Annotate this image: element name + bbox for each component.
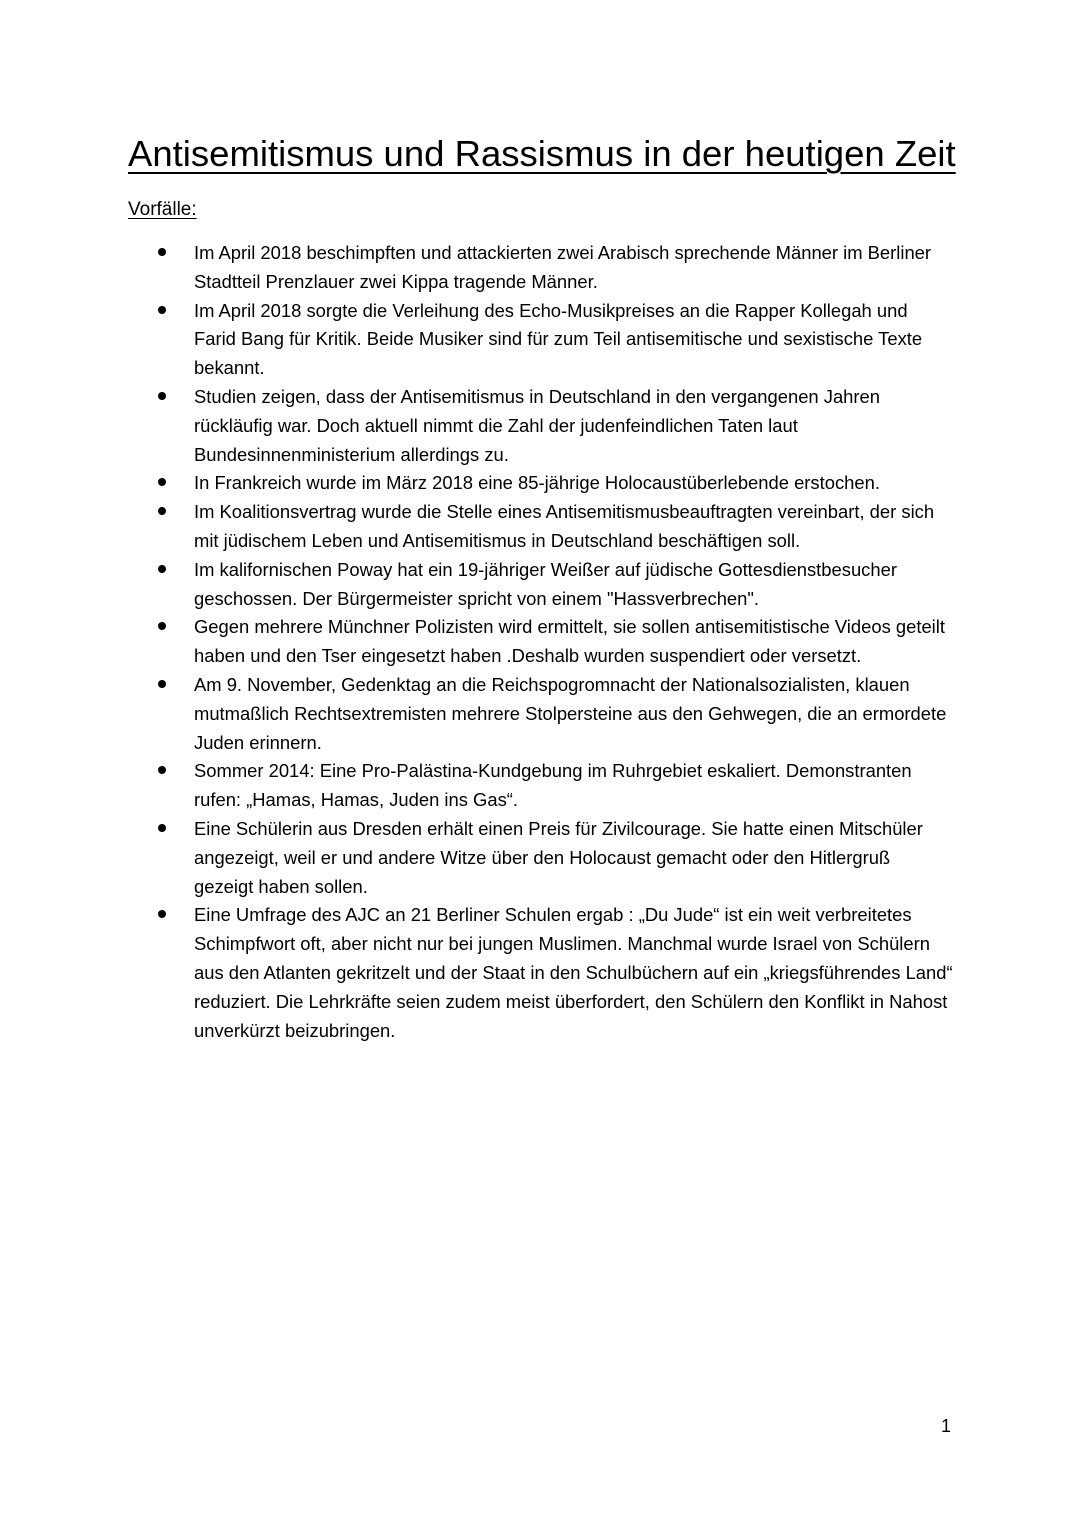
- bullet-icon: [158, 766, 166, 774]
- list-item: [0, 239, 954, 297]
- list-item: [0, 901, 954, 1045]
- bullet-icon: [158, 622, 166, 630]
- list-item-text: Eine Schülerin aus Dresden erhält einen Preis für Zivilcourage. Sie hatte einen Mitschüler angezeigt, weil er und andere Witze über den Holocaust gemacht oder den Hitlergruß gezeigt haben sollen.: [194, 817, 923, 897]
- page-number: 1: [940, 1416, 951, 1436]
- bullet-icon: [158, 248, 166, 256]
- list-item: [0, 671, 954, 757]
- bullet-icon: [158, 824, 166, 832]
- incident-list: [0, 239, 1080, 1045]
- list-item: [0, 383, 954, 469]
- bullet-icon: [158, 910, 166, 918]
- list-item: [0, 757, 954, 815]
- bullet-icon: [158, 478, 166, 486]
- list-item: [0, 613, 954, 671]
- list-item-text: In Frankreich wurde im März 2018 eine 85-jährige Holocaustüberlebende erstochen.: [194, 472, 880, 494]
- section-label: Vorfälle:: [128, 199, 197, 220]
- bullet-icon: [158, 680, 166, 688]
- list-item-text: Gegen mehrere Münchner Polizisten wird ermittelt, sie sollen antisemitistische Videos geteilt haben und den Tser eingesetzt haben .Deshalb wurden suspendiert oder versetzt.: [194, 616, 945, 667]
- list-item: [0, 498, 954, 556]
- bullet-icon: [158, 392, 166, 400]
- list-item-text: Im kalifornischen Poway hat ein 19-jähriger Weißer auf jüdische Gottesdienstbesucher geschossen. Der Bürgermeister spricht von einem "Hassverbrechen".: [194, 558, 897, 609]
- document-title: Antisemitismus und Rassismus in der heutigen Zeit: [128, 133, 956, 174]
- bullet-icon: [158, 507, 166, 515]
- list-item-text: Im April 2018 sorgte die Verleihung des Echo-Musikpreises an die Rapper Kollegah und Farid Bang für Kritik. Beide Musiker sind für zum Teil antisemitische und sexistische Texte bekannt.: [194, 299, 923, 379]
- list-item-text: Am 9. November, Gedenktag an die Reichspogromnacht der Nationalsozialisten, klauen mutmaßlich Rechtsextremisten mehrere Stolpersteine aus den Gehwegen, die an ermordete Juden erinnern.: [194, 673, 947, 753]
- list-item-text: Sommer 2014: Eine Pro-Palästina-Kundgebung im Ruhrgebiet eskaliert. Demonstranten rufen: „Hamas, Hamas, Juden ins Gas“.: [194, 760, 912, 811]
- list-item-text: Im April 2018 beschimpften und attackierten zwei Arabisch sprechende Männer im Berliner Stadtteil Prenzlauer zwei Kippa tragende Männer.: [194, 242, 932, 292]
- bullet-icon: [158, 565, 166, 573]
- list-item-text: Studien zeigen, dass der Antisemitismus in Deutschland in den vergangenen Jahren rückläufig war. Doch aktuell nimmt die Zahl der judenfeindlichen Taten laut Bundesinnenministerium allerdings zu.: [194, 385, 880, 465]
- list-item-text: Im Koalitionsvertrag wurde die Stelle eines Antisemitismusbeauftragten vereinbart, der sich mit jüdischem Leben und Antisemitismus in Deutschland beschäftigen soll.: [194, 501, 935, 551]
- list-item: [0, 556, 954, 614]
- bullet-icon: [158, 306, 166, 314]
- list-item: [0, 469, 954, 498]
- list-item: [0, 297, 954, 383]
- list-item: [0, 815, 954, 901]
- list-item-text: Eine Umfrage des AJC an 21 Berliner Schulen ergab : „Du Jude“ ist ein weit verbreitetes Schimpfwort oft, aber nicht nur bei jungen Muslimen. Manchmal wurde Israel von Schülern aus den Atlanten gekritzelt und der Staat in den Schulbüchern auf ein „kriegsführendes Land“ reduziert. Die Lehrkräfte seien zudem meist überfordert, den Schülern den Konflikt in Nahost unverkürzt beizubringen.: [194, 904, 953, 1041]
